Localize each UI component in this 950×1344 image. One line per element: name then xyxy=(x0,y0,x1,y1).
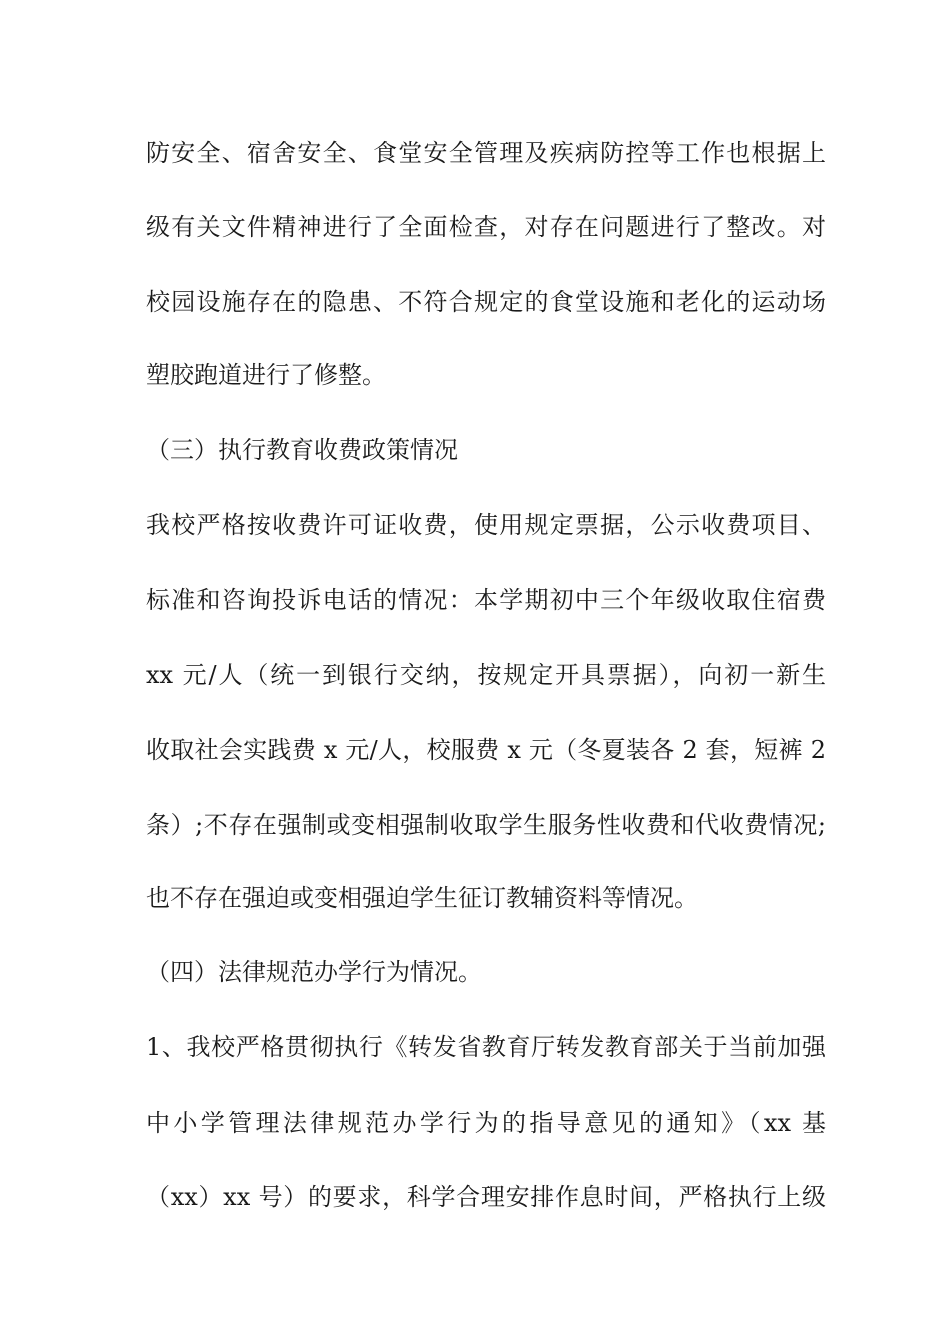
body-text-line: 也不存在强迫或变相强迫学生征订教辅资料等情况。 xyxy=(146,884,698,912)
body-text-line: 防安全、宿舍安全、食堂安全管理及疾病防控等工作也根据上 xyxy=(146,139,826,167)
body-text-line: 校园设施存在的隐患、不符合规定的食堂设施和老化的运动场 xyxy=(146,288,826,316)
body-text-line: 我校严格按收费许可证收费，使用规定票据，公示收费项目、 xyxy=(146,511,826,539)
body-text-line: xx 元/人（统一到银行交纳，按规定开具票据），向初一新生 xyxy=(146,661,826,689)
body-text-line: 塑胶跑道进行了修整。 xyxy=(146,361,386,389)
section-heading-3: （三）执行教育收费政策情况 xyxy=(146,436,458,464)
body-text-line: 中小学管理法律规范办学行为的指导意见的通知》（xx 基 xyxy=(146,1109,826,1137)
body-text-line: 1、我校严格贯彻执行《转发省教育厅转发教育部关于当前加强 xyxy=(146,1033,826,1061)
body-text-line: （xx）xx 号）的要求，科学合理安排作息时间，严格执行上级 xyxy=(146,1183,826,1211)
body-text-line: 条）;不存在强制或变相强制收取学生服务性收费和代收费情况; xyxy=(146,811,826,839)
body-text-line: 级有关文件精神进行了全面检查，对存在问题进行了整改。对 xyxy=(146,213,826,241)
body-text-line: 收取社会实践费 x 元/人，校服费 x 元（冬夏装各 2 套，短裤 2 xyxy=(146,736,826,764)
body-text-line: 标准和咨询投诉电话的情况：本学期初中三个年级收取住宿费 xyxy=(146,586,826,614)
section-heading-4: （四）法律规范办学行为情况。 xyxy=(146,958,482,986)
